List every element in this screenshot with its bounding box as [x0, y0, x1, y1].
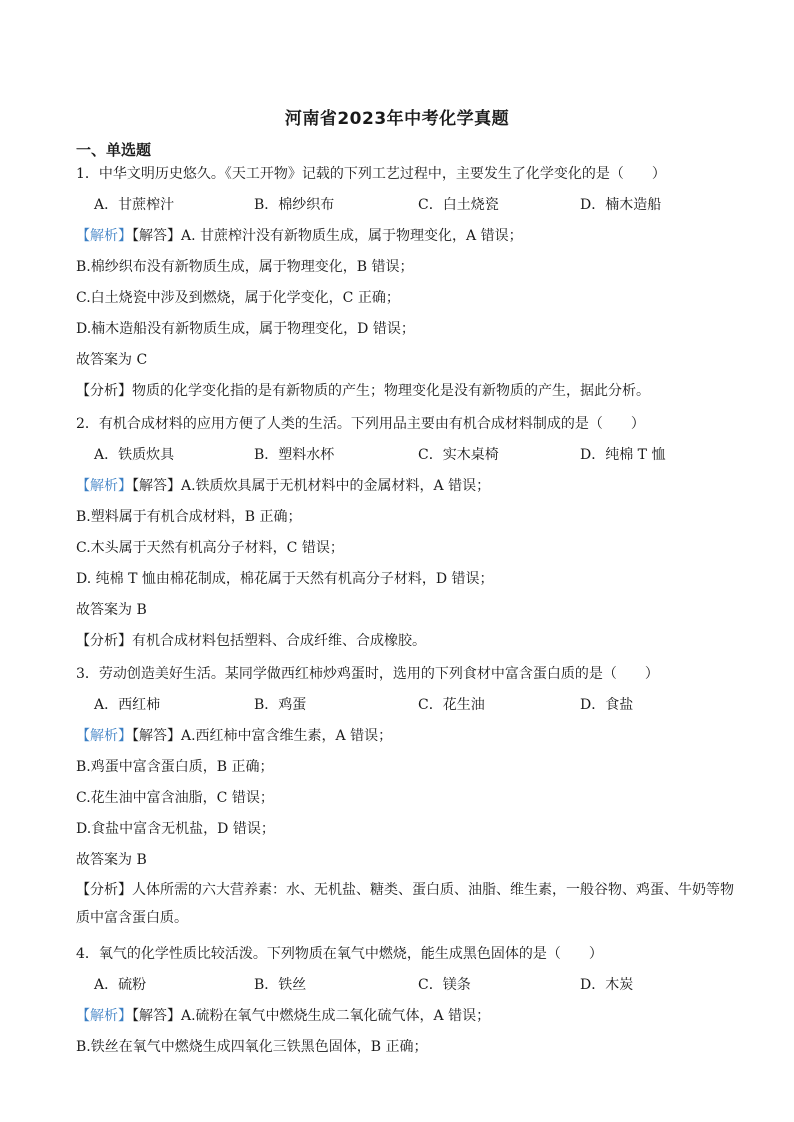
option-b: B．棉纱织布: [254, 197, 335, 213]
page-title: 河南省2023年中考化学真题: [284, 109, 510, 129]
analysis-text: 【分析】物质的化学变化指的是有新物质的产生；物理变化是没有新物质的产生，据此分析。: [76, 383, 650, 399]
jiexi-tag: 【解析】: [76, 728, 132, 744]
answer-text: A.硫粉在氧气中燃烧生成二氧化硫气体，A 错误；: [181, 1008, 491, 1024]
options-row: [76, 690, 736, 721]
option-c: C．镁条: [418, 977, 471, 993]
answer-line: C.花生油中富含油脂，C 错误；: [76, 790, 274, 806]
question-2: [76, 409, 736, 657]
options-row: [76, 970, 736, 1001]
option-d: D．楠木造船: [580, 197, 662, 213]
answer-line: C.木头属于天然有机高分子材料，C 错误；: [76, 540, 344, 556]
question-stem: 1．中华文明历史悠久。《天工开物》记载的下列工艺过程中，主要发生了化学变化的是（ ）: [76, 166, 666, 182]
option-b: B．鸡蛋: [254, 697, 307, 713]
answer-prefix: 【解答】: [132, 228, 181, 244]
answer-prefix: 【解答】: [132, 1008, 181, 1024]
question-stem: 3．劳动创造美好生活。某同学做西红柿炒鸡蛋时，选用的下列食材中富含蛋白质的是（ ）: [76, 666, 659, 682]
final-answer: 故答案为 C: [76, 352, 148, 368]
option-a: A．硫粉: [94, 977, 147, 993]
option-d: D．纯棉 T 恤: [580, 447, 666, 463]
question-stem: 2．有机合成材料的应用方便了人类的生活。下列用品主要由有机合成材料制成的是（ ）: [76, 416, 645, 432]
options-row: [76, 190, 736, 221]
answer-text: A.铁质炊具属于无机材料中的金属材料，A 错误；: [181, 478, 491, 494]
option-c: C．白土烧瓷: [418, 197, 499, 213]
option-d: D．食盐: [580, 697, 634, 713]
answer-text: A. 甘蔗榨汁没有新物质生成，属于物理变化，A 错误；: [181, 228, 523, 244]
answer-line: C.白土烧瓷中涉及到燃烧，属于化学变化，C 正确；: [76, 290, 400, 306]
option-b: B．铁丝: [254, 977, 307, 993]
option-a: A．西红柿: [94, 697, 161, 713]
answer-line: D.楠木造船没有新物质生成，属于物理变化，D 错误；: [76, 321, 415, 337]
answer-prefix: 【解答】: [132, 478, 181, 494]
jiexi-tag: 【解析】: [76, 478, 132, 494]
jiexi-tag: 【解析】: [76, 1008, 132, 1024]
answer-text: A.西红柿中富含维生素，A 错误；: [181, 728, 393, 744]
answer-line: B.铁丝在氧气中燃烧生成四氧化三铁黑色固体，B 正确；: [76, 1039, 428, 1055]
section-heading: 一、单选题: [76, 141, 152, 159]
answer-first-line: [76, 721, 736, 752]
answer-line: B.鸡蛋中富含蛋白质，B 正确；: [76, 759, 274, 775]
final-answer: 故答案为 B: [76, 602, 147, 618]
option-c: C．实木桌椅: [418, 447, 499, 463]
analysis-text: 【分析】有机合成材料包括塑料、合成纤维、合成橡胶。: [76, 633, 426, 649]
options-row: [76, 440, 736, 471]
answer-first-line: [76, 471, 736, 502]
answer-first-line: [76, 1001, 736, 1032]
question-4: [76, 939, 736, 1063]
answer-prefix: 【解答】: [132, 728, 181, 744]
final-answer: 故答案为 B: [76, 852, 147, 868]
answer-line: B.塑料属于有机合成材料，B 正确；: [76, 509, 302, 525]
answer-line: D.食盐中富含无机盐，D 错误；: [76, 821, 275, 837]
question-stem: 4．氧气的化学性质比较活泼。下列物质在氧气中燃烧，能生成黑色固体的是（ ）: [76, 946, 603, 962]
answer-line: D. 纯棉 T 恤由棉花制成，棉花属于天然有机高分子材料，D 错误；: [76, 571, 494, 587]
option-b: B．塑料水杯: [254, 447, 335, 463]
option-d: D．木炭: [580, 977, 634, 993]
analysis-text: 【分析】人体所需的六大营养素：水、无机盐、糖类、蛋白质、油脂、维生素，一般谷物、鸡蛋、牛奶等物质中富含蛋白质。: [76, 882, 734, 926]
jiexi-tag: 【解析】: [76, 228, 132, 244]
option-a: A．甘蔗榨汁: [94, 197, 175, 213]
option-c: C．花生油: [418, 697, 485, 713]
answer-first-line: [76, 221, 736, 252]
option-a: A．铁质炊具: [94, 447, 175, 463]
question-3: [76, 659, 736, 932]
question-1: [76, 159, 736, 407]
answer-line: B.棉纱织布没有新物质生成，属于物理变化，B 错误；: [76, 259, 414, 275]
